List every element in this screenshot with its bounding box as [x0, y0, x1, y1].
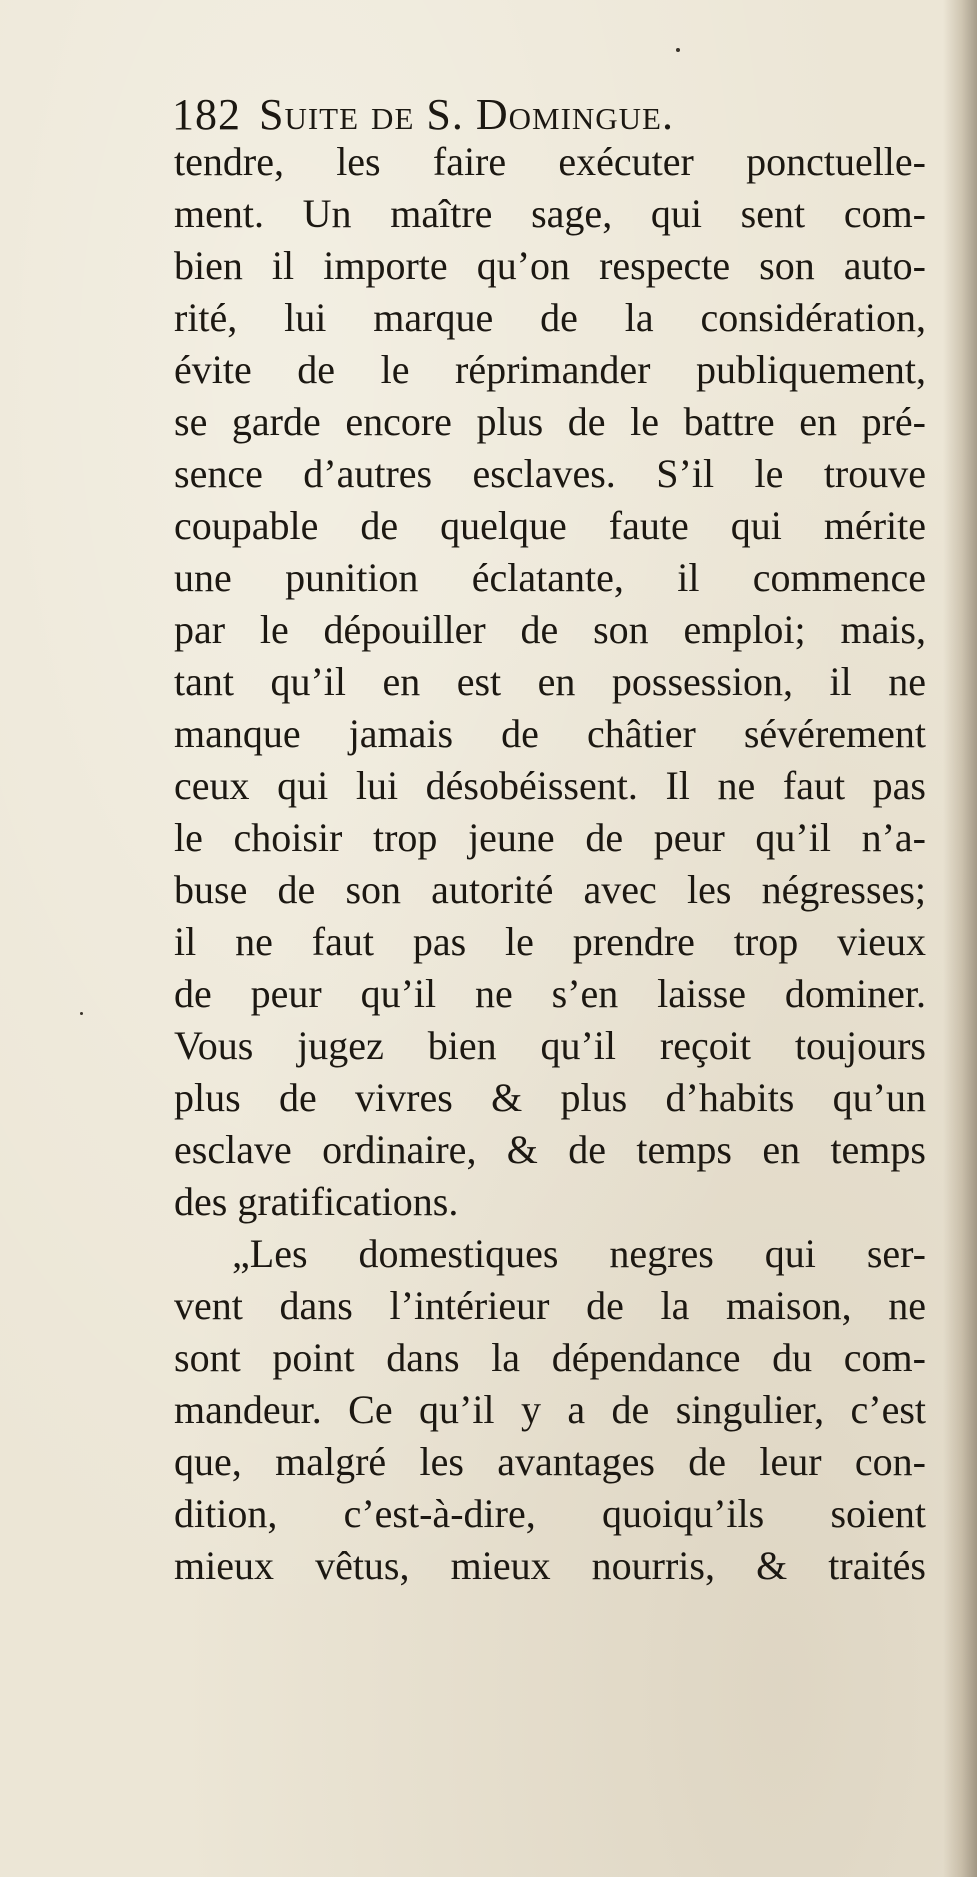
text-line: se garde encore plus de le battre en pré-: [174, 399, 926, 444]
text-line: bien il importe qu’on respecte son auto-: [174, 243, 926, 288]
page-number: 182: [172, 90, 241, 139]
text-line: sence d’autres esclaves. S’il le trouve: [174, 451, 926, 496]
text-line: mandeur. Ce qu’il y a de singulier, c’est: [174, 1387, 926, 1432]
paper-speck: [80, 1012, 83, 1015]
text-line: sont point dans la dépendance du com-: [174, 1335, 926, 1380]
text-line: une punition éclatante, il commence: [174, 555, 926, 600]
text-line: buse de son autorité avec les négresses;: [174, 867, 926, 912]
text-line: vent dans l’intérieur de la maison, ne: [174, 1283, 926, 1328]
page-gutter-shadow: [943, 0, 977, 1877]
text-line: coupable de quelque faute qui mérite: [174, 503, 926, 548]
paper-speck: [676, 48, 680, 52]
text-line: de peur qu’il ne s’en laisse dominer.: [174, 971, 926, 1016]
text-line: ceux qui lui désobéissent. Il ne faut pas: [174, 763, 926, 808]
body-text: [174, 136, 926, 1592]
text-line: le choisir trop jeune de peur qu’il n’a-: [174, 815, 926, 860]
running-head-title: Suite de S. Domingue.: [259, 90, 674, 139]
text-line: tant qu’il en est en possession, il ne: [174, 659, 926, 704]
text-line: manque jamais de châtier sévérement: [174, 711, 926, 756]
text-line: tendre, les faire exécuter ponctuelle-: [174, 139, 926, 184]
text-line: des gratifications.: [174, 1179, 459, 1224]
text-line: esclave ordinaire, & de temps en temps: [174, 1127, 926, 1172]
text-line: par le dépouiller de son emploi; mais,: [174, 607, 926, 652]
text-line: „Les domestiques negres qui ser-: [232, 1231, 926, 1276]
text-line: mieux vêtus, mieux nourris, & traités: [174, 1543, 926, 1588]
text-line: il ne faut pas le prendre trop vieux: [174, 919, 926, 964]
text-line: que, malgré les avantages de leur con-: [174, 1439, 926, 1484]
text-line: plus de vivres & plus d’habits qu’un: [174, 1075, 926, 1120]
text-line: Vous jugez bien qu’il reçoit toujours: [174, 1023, 926, 1068]
text-line: ment. Un maître sage, qui sent com-: [174, 191, 926, 236]
text-line: évite de le réprimander publiquement,: [174, 347, 926, 392]
text-line: dition, c’est-à-dire, quoiqu’ils soient: [174, 1491, 926, 1536]
text-line: rité, lui marque de la considération,: [174, 295, 926, 340]
